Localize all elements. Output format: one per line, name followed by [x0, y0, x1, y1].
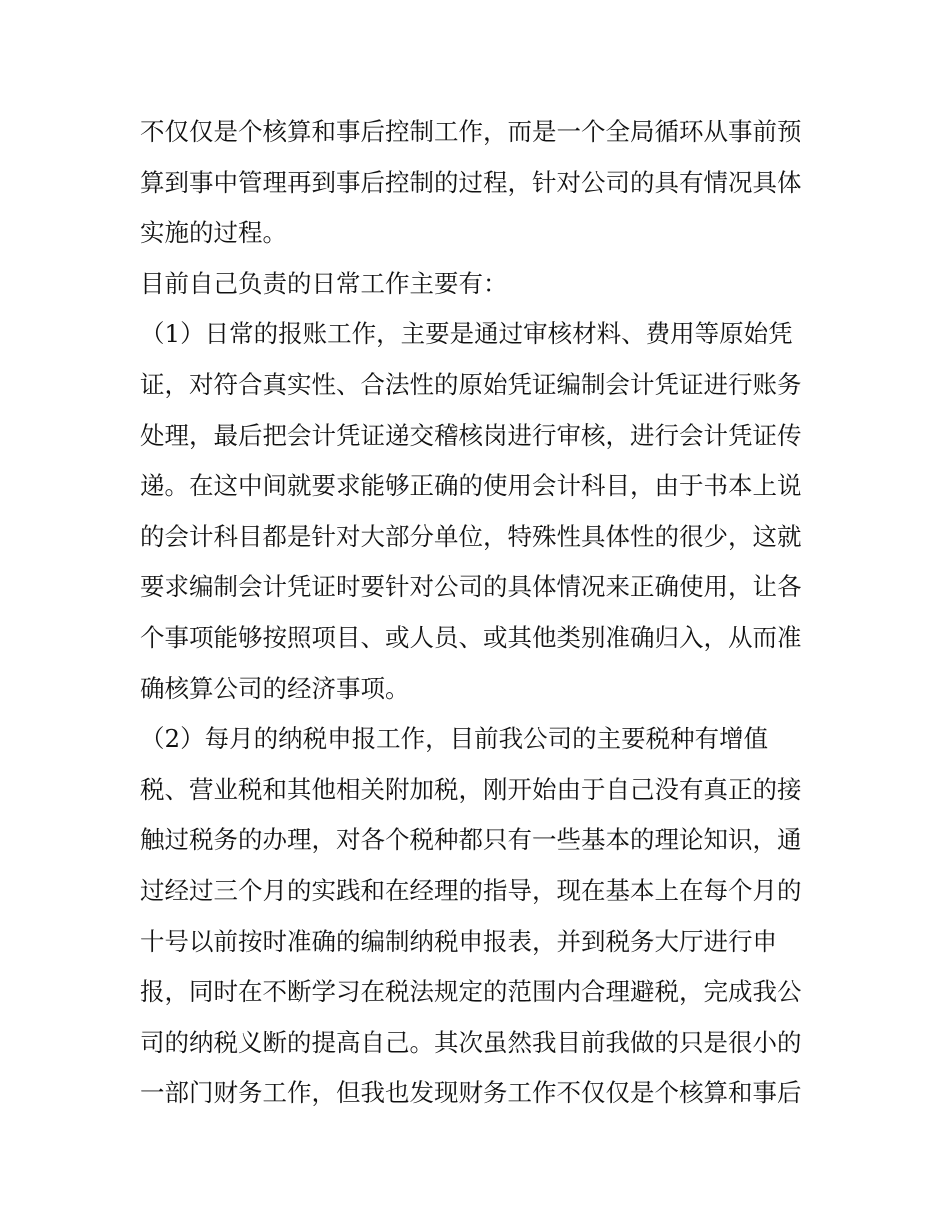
text-line: 一部门财务工作，但我也发现财务工作不仅仅是个核算和事后	[140, 1078, 802, 1108]
body-text	[140, 107, 820, 1119]
text-line: 目前自己负责的日常工作主要有：	[140, 268, 508, 298]
text-line: 实施的过程。	[140, 218, 287, 248]
text-line: 司的纳税义断的提高自己。其次虽然我目前我做的只是很小的	[140, 1027, 802, 1057]
text-line: 报，同时在不断学习在税法规定的范围内合理避税，完成我公	[140, 977, 802, 1007]
text-line: 过经过三个月的实践和在经理的指导，现在基本上在每个月的	[140, 875, 802, 905]
text-line: 不仅仅是个核算和事后控制工作，而是一个全局循环从事前预	[140, 117, 802, 146]
text-line: 个事项能够按照项目、或人员、或其他类别准确归入，从而准	[140, 622, 802, 652]
text-line: 要求编制会计凭证时要针对公司的具体情况来正确使用，让各	[140, 572, 802, 602]
text-line: 证，对符合真实性、合法性的原始凭证编制会计凭证进行账务	[140, 369, 802, 399]
text-line: 触过税务的办理，对各个税种都只有一些基本的理论知识，通	[140, 825, 802, 855]
text-line: （1）日常的报账工作，主要是通过审核材料、费用等原始凭	[140, 319, 793, 349]
text-line: 的会计科目都是针对大部分单位，特殊性具体性的很少，这就	[140, 521, 802, 551]
text-line: 十号以前按时准确的编制纳税申报表，并到税务大厅进行申	[140, 926, 777, 956]
text-line: 确核算公司的经济事项。	[140, 673, 410, 703]
text-line: 处理，最后把会计凭证递交稽核岗进行审核，进行会计凭证传	[140, 420, 802, 450]
text-line: 递。在这中间就要求能够正确的使用会计科目，由于书本上说	[140, 471, 802, 501]
text-line: （2）每月的纳税申报工作，目前我公司的主要税种有增值	[140, 724, 769, 754]
text-line: 税、营业税和其他相关附加税，刚开始由于自己没有真正的接	[140, 774, 802, 804]
text-line: 算到事中管理再到事后控制的过程，针对公司的具有情况具体	[140, 167, 802, 197]
